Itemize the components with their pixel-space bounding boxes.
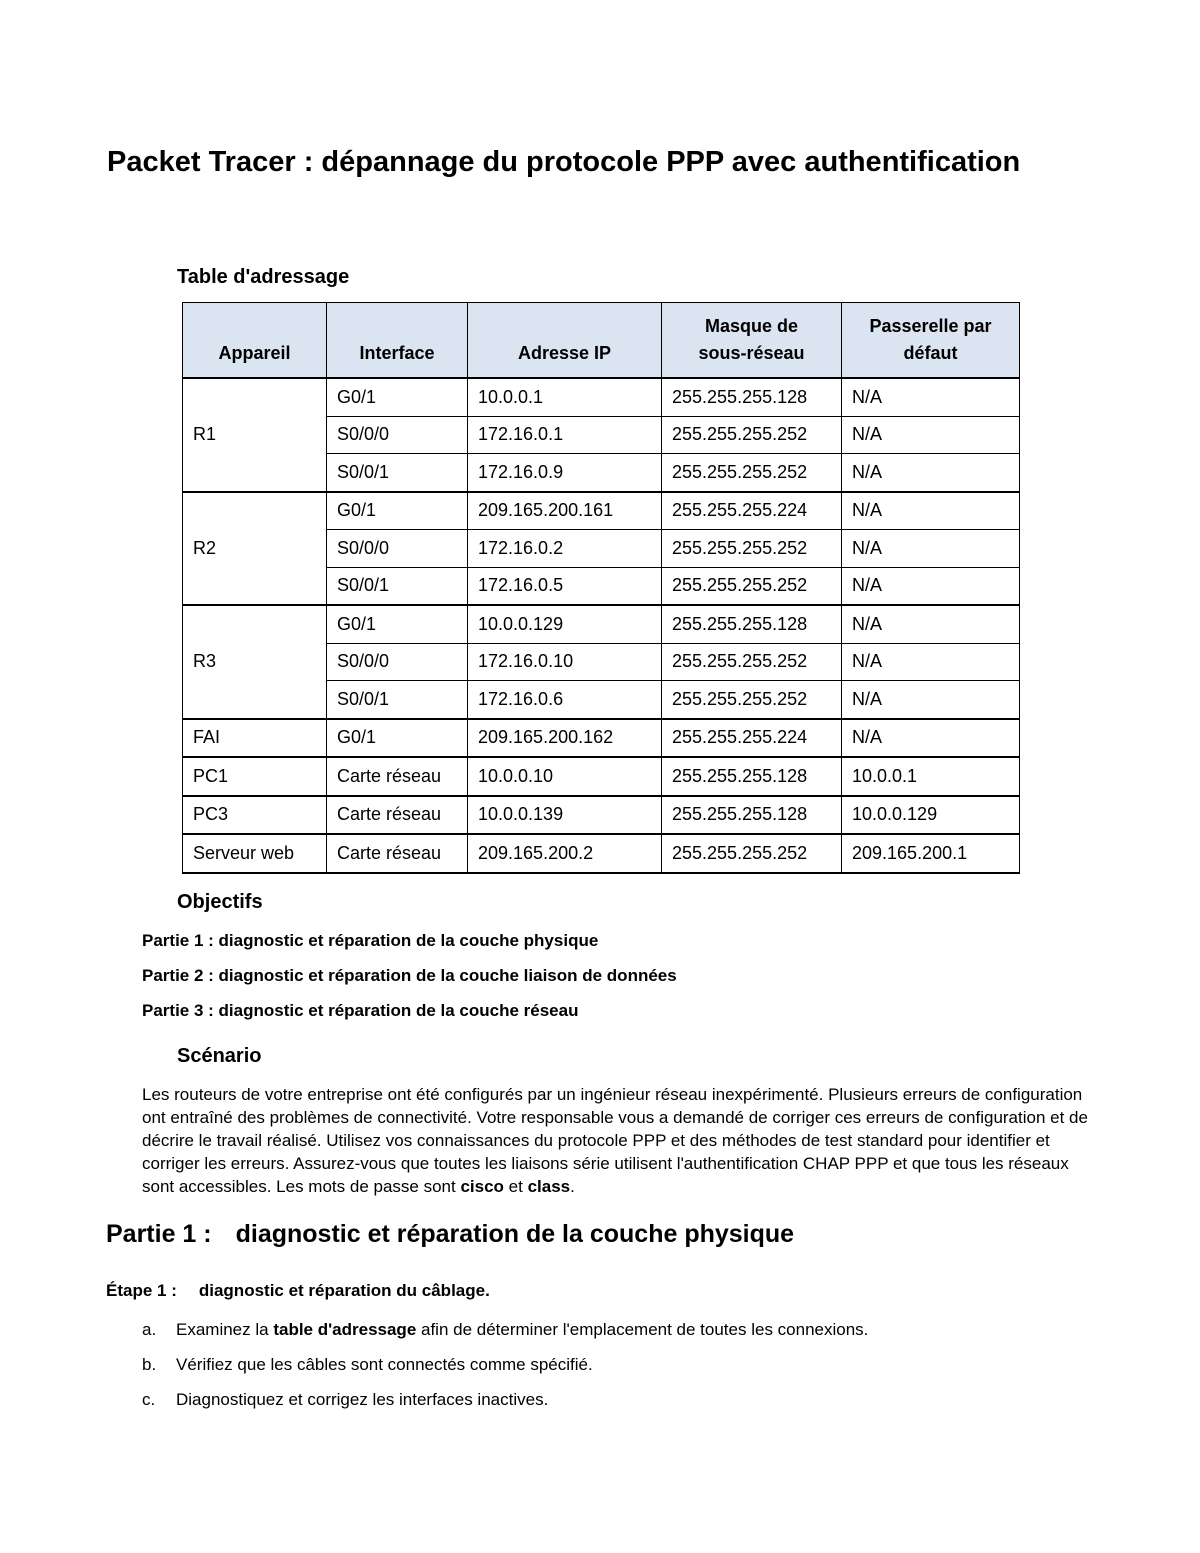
cell-ip: 172.16.0.1 (468, 416, 662, 454)
instruction-text: Vérifiez que les câbles sont connectés comme spécifié. (176, 1355, 593, 1374)
cell-gateway: N/A (842, 605, 1020, 643)
addressing-table-reference: table d'adressage (273, 1320, 417, 1339)
instruction-item (142, 1353, 868, 1388)
cell-mask: 255.255.255.128 (662, 605, 842, 643)
objectives-list (142, 929, 677, 1034)
table-row (183, 757, 1020, 796)
password-cisco: cisco (460, 1177, 504, 1196)
table-row (183, 378, 1020, 416)
cell-mask: 255.255.255.252 (662, 643, 842, 681)
header-device: Appareil (183, 303, 327, 379)
instruction-item (142, 1318, 868, 1353)
cell-mask: 255.255.255.128 (662, 796, 842, 835)
header-mask-line2: sous-réseau (698, 343, 805, 363)
cell-ip: 172.16.0.6 (468, 681, 662, 719)
cell-interface: G0/1 (327, 719, 468, 758)
cell-ip: 209.165.200.2 (468, 834, 662, 873)
cell-gateway: N/A (842, 719, 1020, 758)
instruction-marker: a. (142, 1320, 157, 1339)
scenario-paragraph (142, 1083, 1102, 1198)
instruction-item (142, 1388, 868, 1423)
cell-ip: 172.16.0.2 (468, 530, 662, 568)
cell-mask: 255.255.255.224 (662, 719, 842, 758)
scenario-text-end: . (570, 1177, 575, 1196)
part1-title: diagnostic et réparation de la couche physique (235, 1220, 795, 1248)
instruction-text: Examinez la (176, 1320, 274, 1339)
objectives-heading: Objectifs (177, 891, 263, 913)
cell-ip: 209.165.200.161 (468, 492, 662, 530)
cell-interface: G0/1 (327, 378, 468, 416)
cell-ip: 209.165.200.162 (468, 719, 662, 758)
cell-gateway: N/A (842, 530, 1020, 568)
cell-ip: 10.0.0.1 (468, 378, 662, 416)
step1-instructions (142, 1318, 868, 1423)
part1-heading (106, 1220, 794, 1249)
cell-device: PC1 (183, 757, 327, 796)
step1-title: diagnostic et réparation du câblage. (198, 1281, 490, 1300)
cell-gateway: 10.0.0.1 (842, 757, 1020, 796)
cell-mask: 255.255.255.252 (662, 567, 842, 605)
cell-interface: Carte réseau (327, 796, 468, 835)
cell-mask: 255.255.255.128 (662, 378, 842, 416)
cell-interface: G0/1 (327, 605, 468, 643)
scenario-text: Les routeurs de votre entreprise ont été configurés par un ingénieur réseau inexpérimenté. Plusieurs erreurs de configuration ont entraîné des problèmes de connectivité. Votre responsable vous a demandé de corriger ces erreurs de configuration et de décrire le travail réalisé. Utilisez vos connaissances du protocole PPP et des méthodes de test standard pour identifier et corriger les erreurs. Assurez-vous que toutes les liaisons série utilisent l'authentification CHAP PPP et que tous les réseaux sont accessibles. Les mots de passe sont (142, 1085, 1088, 1196)
cell-device: R3 (183, 605, 327, 719)
cell-ip: 10.0.0.139 (468, 796, 662, 835)
cell-interface: Carte réseau (327, 834, 468, 873)
cell-mask: 255.255.255.128 (662, 757, 842, 796)
step1-heading (106, 1281, 490, 1301)
cell-device: PC3 (183, 796, 327, 835)
cell-interface: S0/0/0 (327, 643, 468, 681)
cell-gateway: N/A (842, 378, 1020, 416)
objective-item: Partie 2 : diagnostic et réparation de la couche liaison de données (142, 966, 677, 985)
cell-ip: 172.16.0.10 (468, 643, 662, 681)
scenario-text-between: et (503, 1177, 528, 1196)
cell-gateway: N/A (842, 416, 1020, 454)
table-header-row (183, 303, 1020, 379)
instruction-marker: b. (142, 1355, 157, 1374)
objective-item: Partie 1 : diagnostic et réparation de la couche physique (142, 931, 599, 950)
cell-interface: G0/1 (327, 492, 468, 530)
cell-interface: S0/0/1 (327, 567, 468, 605)
cell-ip: 10.0.0.129 (468, 605, 662, 643)
addressing-table-heading: Table d'adressage (177, 266, 350, 288)
cell-mask: 255.255.255.252 (662, 834, 842, 873)
instruction-marker: c. (142, 1390, 156, 1409)
cell-gateway: 10.0.0.129 (842, 796, 1020, 835)
header-ip: Adresse IP (468, 303, 662, 379)
cell-ip: 10.0.0.10 (468, 757, 662, 796)
addressing-table-body (183, 378, 1020, 873)
cell-interface: S0/0/0 (327, 530, 468, 568)
cell-gateway: N/A (842, 454, 1020, 492)
cell-device: Serveur web (183, 834, 327, 873)
header-gateway-line1: Passerelle par (869, 316, 992, 336)
cell-interface: S0/0/1 (327, 681, 468, 719)
header-interface: Interface (327, 303, 468, 379)
addressing-table (182, 302, 1020, 874)
step1-label: Étape 1 : (106, 1281, 177, 1300)
cell-gateway: N/A (842, 643, 1020, 681)
page-title: Packet Tracer : dépannage du protocole PPP avec authentification (107, 146, 1021, 178)
header-gateway-line2: défaut (903, 343, 958, 363)
header-mask-line1: Masque de (704, 316, 799, 336)
cell-gateway: N/A (842, 681, 1020, 719)
cell-interface: Carte réseau (327, 757, 468, 796)
header-mask (662, 303, 842, 379)
cell-device: R1 (183, 378, 327, 492)
cell-interface: S0/0/1 (327, 454, 468, 492)
cell-device: R2 (183, 492, 327, 606)
table-row (183, 492, 1020, 530)
cell-device: FAI (183, 719, 327, 758)
cell-mask: 255.255.255.252 (662, 681, 842, 719)
table-row (183, 834, 1020, 873)
cell-gateway: 209.165.200.1 (842, 834, 1020, 873)
cell-mask: 255.255.255.252 (662, 416, 842, 454)
cell-interface: S0/0/0 (327, 416, 468, 454)
cell-mask: 255.255.255.224 (662, 492, 842, 530)
scenario-heading: Scénario (177, 1045, 262, 1067)
objective-item: Partie 3 : diagnostic et réparation de la couche réseau (142, 1001, 579, 1020)
cell-mask: 255.255.255.252 (662, 530, 842, 568)
password-class: class (527, 1177, 571, 1196)
cell-gateway: N/A (842, 567, 1020, 605)
instruction-text: Diagnostiquez et corrigez les interfaces inactives. (176, 1390, 549, 1409)
part1-label: Partie 1 : (106, 1220, 212, 1248)
table-row (183, 796, 1020, 835)
cell-gateway: N/A (842, 492, 1020, 530)
table-row (183, 719, 1020, 758)
cell-mask: 255.255.255.252 (662, 454, 842, 492)
cell-ip: 172.16.0.9 (468, 454, 662, 492)
table-row (183, 605, 1020, 643)
cell-ip: 172.16.0.5 (468, 567, 662, 605)
instruction-text-end: afin de déterminer l'emplacement de toutes les connexions. (416, 1320, 869, 1339)
header-gateway (842, 303, 1020, 379)
